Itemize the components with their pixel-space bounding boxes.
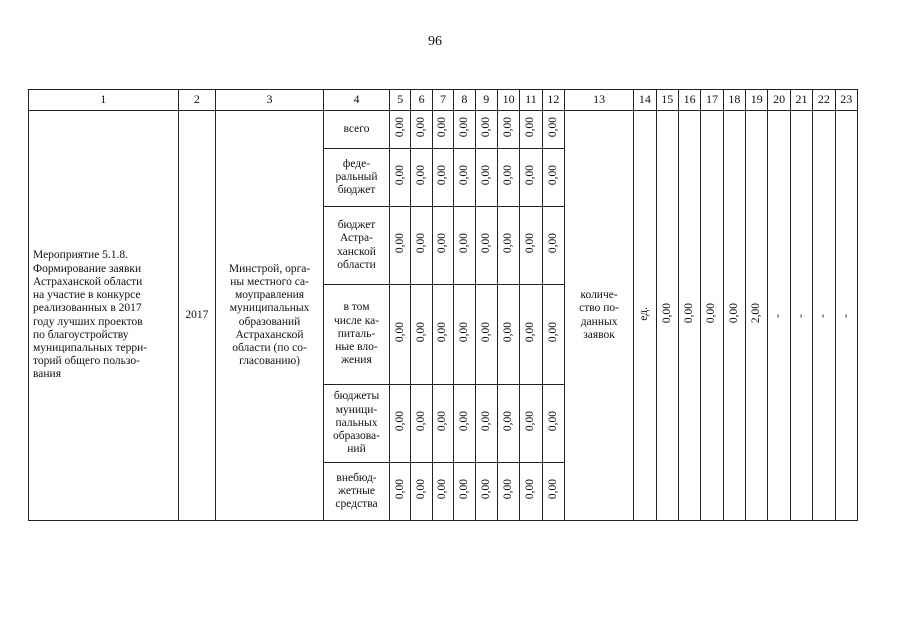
funding-value (432, 149, 453, 207)
funding-value (520, 207, 542, 285)
funding-value (411, 285, 432, 385)
text-line: муници- (335, 403, 378, 416)
text-line: ний (347, 443, 366, 456)
text-line: на участие в конкурсе (33, 289, 141, 302)
vertical-value: 0,00 (393, 479, 406, 500)
text-line: муниципальных терри- (33, 341, 148, 354)
indicator-value (835, 111, 857, 521)
funding-value (542, 207, 564, 285)
funding-source (323, 463, 389, 521)
column-number: 13 (565, 90, 634, 111)
text-line: жения (341, 354, 372, 367)
vertical-value: 0,00 (546, 233, 559, 254)
funding-value (497, 285, 519, 385)
funding-value (475, 207, 497, 285)
indicator-name (565, 111, 634, 521)
text-line: вания (33, 368, 61, 381)
text-line: внебюд- (336, 471, 377, 484)
page-number: 96 (428, 34, 442, 49)
funding-value (390, 111, 411, 149)
vertical-value: 0,00 (479, 322, 492, 343)
funding-value (520, 463, 542, 521)
text-line: количе- (580, 289, 618, 302)
text-line: образований (238, 315, 301, 328)
vertical-value: 0,00 (457, 479, 470, 500)
funding-value (432, 111, 453, 149)
indicator-value (701, 111, 723, 521)
vertical-value: 0,00 (660, 303, 673, 324)
vertical-value: 0,00 (501, 411, 514, 432)
vertical-value: 0,00 (436, 165, 449, 186)
text-line: средства (335, 498, 378, 511)
funding-value (432, 285, 453, 385)
vertical-value: 0,00 (393, 322, 406, 343)
funding-source (323, 111, 389, 149)
funding-value (390, 207, 411, 285)
column-number: 8 (454, 90, 475, 111)
text-line: пальных (335, 416, 378, 429)
text-line: Астраханской (235, 328, 304, 341)
vertical-value: - (817, 314, 830, 318)
funding-value (475, 149, 497, 207)
column-number: 7 (432, 90, 453, 111)
text-line: бюджет (337, 184, 376, 197)
funding-source (323, 207, 389, 285)
text-line: феде- (342, 157, 371, 170)
vertical-value: 0,00 (414, 322, 427, 343)
funding-value (520, 385, 542, 463)
column-number: 15 (656, 90, 678, 111)
text-line: области (337, 258, 376, 271)
vertical-value: 2,00 (750, 303, 763, 324)
vertical-value: 0,00 (479, 117, 492, 138)
vertical-value: 0,00 (436, 233, 449, 254)
vertical-value: 0,00 (414, 165, 427, 186)
vertical-value: 0,00 (501, 479, 514, 500)
funding-value (475, 385, 497, 463)
vertical-value: 0,00 (501, 117, 514, 138)
vertical-value: 0,00 (682, 303, 695, 324)
vertical-value: - (772, 314, 785, 318)
funding-value (390, 149, 411, 207)
text-line: торий общего пользо- (33, 355, 140, 368)
vertical-value: 0,00 (479, 233, 492, 254)
funding-value (454, 111, 475, 149)
funding-value (432, 463, 453, 521)
indicator-value (634, 111, 656, 521)
text-line: ные вло- (335, 341, 378, 354)
text-line: гласованию) (239, 355, 301, 368)
funding-value (542, 149, 564, 207)
text-line: по благоустройству (33, 328, 129, 341)
indicator-value (678, 111, 700, 521)
funding-value (411, 111, 432, 149)
vertical-value: 0,00 (524, 117, 537, 138)
column-number: 12 (542, 90, 564, 111)
vertical-value: 0,00 (436, 117, 449, 138)
text-line: числе ка- (333, 314, 380, 327)
funding-value (411, 149, 432, 207)
funding-value (475, 285, 497, 385)
column-number: 6 (411, 90, 432, 111)
vertical-value: 0,00 (414, 411, 427, 432)
vertical-value: 0,00 (546, 165, 559, 186)
column-number: 17 (701, 90, 723, 111)
column-number: 3 (216, 90, 324, 111)
text-line: ханской (337, 245, 376, 258)
column-number: 19 (746, 90, 768, 111)
funding-value (432, 385, 453, 463)
column-number: 20 (768, 90, 790, 111)
funding-value (454, 385, 475, 463)
text-line: в том (343, 301, 370, 314)
funding-value (497, 463, 519, 521)
funding-value (542, 463, 564, 521)
column-number: 18 (723, 90, 745, 111)
text-line: заявок (583, 328, 615, 341)
text-line: ство по- (579, 302, 619, 315)
column-number: 2 (178, 90, 216, 111)
text-line: бюджет (337, 219, 376, 232)
funding-value (454, 149, 475, 207)
text-line: питаль- (337, 327, 376, 340)
vertical-value: 0,00 (393, 165, 406, 186)
vertical-value: 0,00 (705, 303, 718, 324)
funding-value (411, 385, 432, 463)
funding-value (390, 385, 411, 463)
vertical-value: 0,00 (524, 233, 537, 254)
text-line: муниципальных (229, 302, 310, 315)
column-number: 23 (835, 90, 857, 111)
vertical-value: ед. (638, 306, 651, 321)
vertical-value: 0,00 (414, 479, 427, 500)
column-number: 10 (497, 90, 519, 111)
text-line: Минстрой, орга- (228, 262, 311, 275)
funding-value (454, 463, 475, 521)
indicator-value (790, 111, 812, 521)
indicator-value (656, 111, 678, 521)
indicator-value (746, 111, 768, 521)
measure-executor (216, 111, 324, 521)
funding-value (390, 463, 411, 521)
text-line: всего (343, 122, 370, 135)
header-row (29, 90, 858, 111)
text-line: бюджеты (333, 390, 380, 403)
funding-value (390, 285, 411, 385)
vertical-value: - (839, 314, 852, 318)
text-line: ральный (335, 170, 378, 183)
funding-value (411, 207, 432, 285)
text-line: ны местного са- (230, 275, 309, 288)
column-number: 1 (29, 90, 179, 111)
column-number: 16 (678, 90, 700, 111)
funding-value (520, 285, 542, 385)
text-line: жетные (338, 484, 375, 497)
column-number: 5 (390, 90, 411, 111)
vertical-value: 0,00 (479, 411, 492, 432)
text-line: образова- (333, 430, 380, 443)
text-line: Астраханской области (33, 275, 143, 288)
column-number: 11 (520, 90, 542, 111)
vertical-value: 0,00 (546, 479, 559, 500)
program-table (28, 89, 858, 521)
text-line: Астра- (340, 232, 373, 245)
vertical-value: 0,00 (457, 117, 470, 138)
funding-source (323, 285, 389, 385)
funding-value (411, 463, 432, 521)
vertical-value: 0,00 (457, 233, 470, 254)
vertical-value: 0,00 (436, 479, 449, 500)
indicator-value (768, 111, 790, 521)
text-line: реализованных в 2017 (33, 302, 142, 315)
funding-value (542, 285, 564, 385)
vertical-value: 0,00 (479, 479, 492, 500)
funding-value (520, 111, 542, 149)
funding-value (497, 149, 519, 207)
vertical-value: 0,00 (414, 233, 427, 254)
column-number: 21 (790, 90, 812, 111)
vertical-value: 0,00 (727, 303, 740, 324)
table-row (29, 111, 858, 149)
column-number: 9 (475, 90, 497, 111)
measure-year: 2017 (178, 111, 216, 521)
funding-value (497, 111, 519, 149)
vertical-value: 0,00 (546, 411, 559, 432)
vertical-value: 0,00 (457, 411, 470, 432)
funding-value (497, 207, 519, 285)
vertical-value: 0,00 (524, 411, 537, 432)
column-number: 22 (813, 90, 835, 111)
text-line: области (по со- (232, 341, 307, 354)
text-line: Формирование заявки (33, 262, 142, 275)
text-line: моуправления (235, 289, 305, 302)
vertical-value: 0,00 (524, 165, 537, 186)
text-line: данных (580, 315, 618, 328)
vertical-value: - (794, 314, 807, 318)
funding-value (497, 385, 519, 463)
text-line: году лучших проектов (33, 315, 143, 328)
column-number: 4 (323, 90, 389, 111)
vertical-value: 0,00 (501, 322, 514, 343)
funding-source (323, 385, 389, 463)
vertical-value: 0,00 (393, 117, 406, 138)
funding-value (520, 149, 542, 207)
vertical-value: 0,00 (546, 117, 559, 138)
funding-value (454, 207, 475, 285)
vertical-value: 0,00 (393, 233, 406, 254)
funding-value (542, 111, 564, 149)
funding-value (475, 111, 497, 149)
funding-value (542, 385, 564, 463)
vertical-value: 0,00 (546, 322, 559, 343)
text-line: Мероприятие 5.1.8. (33, 249, 129, 262)
vertical-value: 0,00 (457, 165, 470, 186)
vertical-value: 0,00 (524, 322, 537, 343)
vertical-value: 0,00 (479, 165, 492, 186)
vertical-value: 0,00 (414, 117, 427, 138)
vertical-value: 0,00 (436, 322, 449, 343)
measure-name (29, 111, 179, 521)
vertical-value: 0,00 (501, 165, 514, 186)
funding-source (323, 149, 389, 207)
funding-value (454, 285, 475, 385)
vertical-value: 0,00 (457, 322, 470, 343)
funding-value (432, 207, 453, 285)
funding-value (475, 463, 497, 521)
vertical-value: 0,00 (524, 479, 537, 500)
indicator-value (813, 111, 835, 521)
column-number: 14 (634, 90, 656, 111)
vertical-value: 0,00 (501, 233, 514, 254)
vertical-value: 0,00 (393, 411, 406, 432)
vertical-value: 0,00 (436, 411, 449, 432)
indicator-value (723, 111, 745, 521)
